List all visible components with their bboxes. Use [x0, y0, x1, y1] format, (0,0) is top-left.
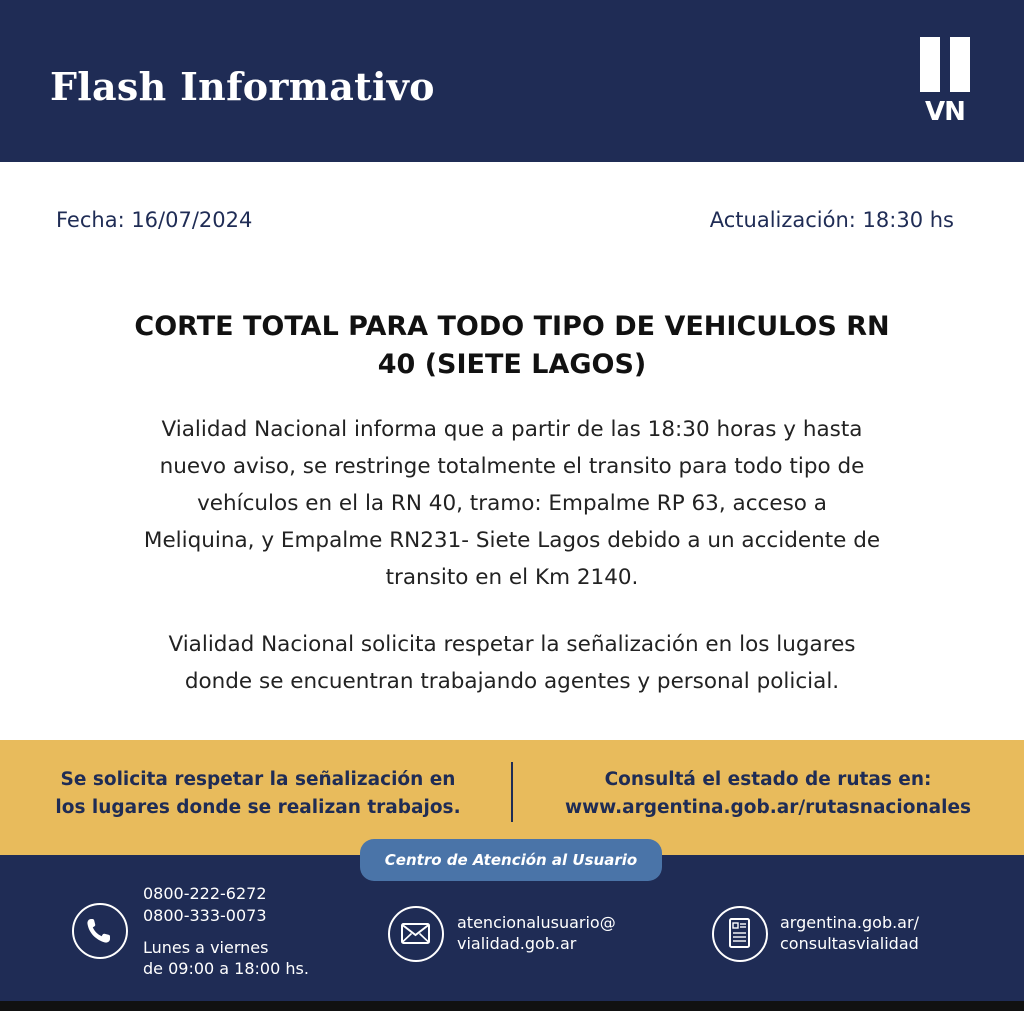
hours-text: de 09:00 a 18:00 hs.	[143, 959, 309, 978]
signage-line: los lugares donde se realizan trabajos.	[55, 797, 461, 818]
info-band	[0, 740, 1024, 855]
routes-line: Consultá el estado de rutas en:	[604, 769, 932, 790]
email-address[interactable]: vialidad.gob.ar	[457, 934, 577, 953]
signage-line: Se solicita respetar la señalización en	[60, 769, 456, 790]
routes-link[interactable]: www.argentina.gob.ar/rutasnacionales	[565, 797, 971, 818]
phone-number[interactable]: 0800-222-6272	[143, 884, 267, 903]
logo-bar-left	[920, 37, 940, 92]
date-label: Fecha: 16/07/2024	[56, 208, 253, 232]
web-link[interactable]: argentina.gob.ar/	[780, 913, 919, 932]
bottom-bar	[0, 1001, 1024, 1011]
page-title: Flash Informativo	[50, 64, 435, 109]
logo-text: VN	[925, 97, 965, 127]
paragraph-line: Meliquina, y Empalme RN231- Siete Lagos debido a un accidente de	[143, 528, 881, 553]
paragraph-line: transito en el Km 2140.	[385, 565, 639, 590]
mail-icon	[388, 906, 444, 962]
routes-link-block[interactable]	[528, 766, 1008, 822]
paragraph-line: nuevo aviso, se restringe totalmente el transito para todo tipo de	[159, 454, 865, 479]
phone-number[interactable]: 0800-333-0073	[143, 906, 267, 925]
web-link[interactable]: consultasvialidad	[780, 934, 919, 953]
logo-bar-right	[950, 37, 970, 92]
phone-icon	[72, 903, 128, 959]
document-icon	[712, 906, 768, 962]
paragraph-line: vehículos en el la RN 40, tramo: Empalme RP 63, acceso a	[197, 491, 827, 516]
request-paragraph	[80, 626, 944, 700]
header-banner	[0, 0, 1024, 162]
vn-logo	[918, 37, 972, 129]
update-label: Actualización: 18:30 hs	[709, 208, 954, 232]
email-address[interactable]: atencionalusuario@	[457, 913, 616, 932]
headline-line: 40 (SIETE LAGOS)	[377, 349, 647, 380]
paragraph-line: Vialidad Nacional solicita respetar la señalización en los lugares	[168, 632, 856, 657]
headline	[80, 308, 944, 384]
band-divider	[511, 762, 513, 822]
hours-text: Lunes a viernes	[143, 938, 269, 957]
headline-line: CORTE TOTAL PARA TODO TIPO DE VEHICULOS RN	[134, 311, 890, 342]
paragraph-line: Vialidad Nacional informa que a partir de las 18:30 horas y hasta	[161, 417, 863, 442]
notice-paragraph	[80, 411, 944, 596]
paragraph-line: donde se encuentran trabajando agentes y personal policial.	[184, 669, 840, 694]
customer-service-pill: Centro de Atención al Usuario	[360, 839, 662, 881]
signage-notice	[28, 766, 488, 822]
